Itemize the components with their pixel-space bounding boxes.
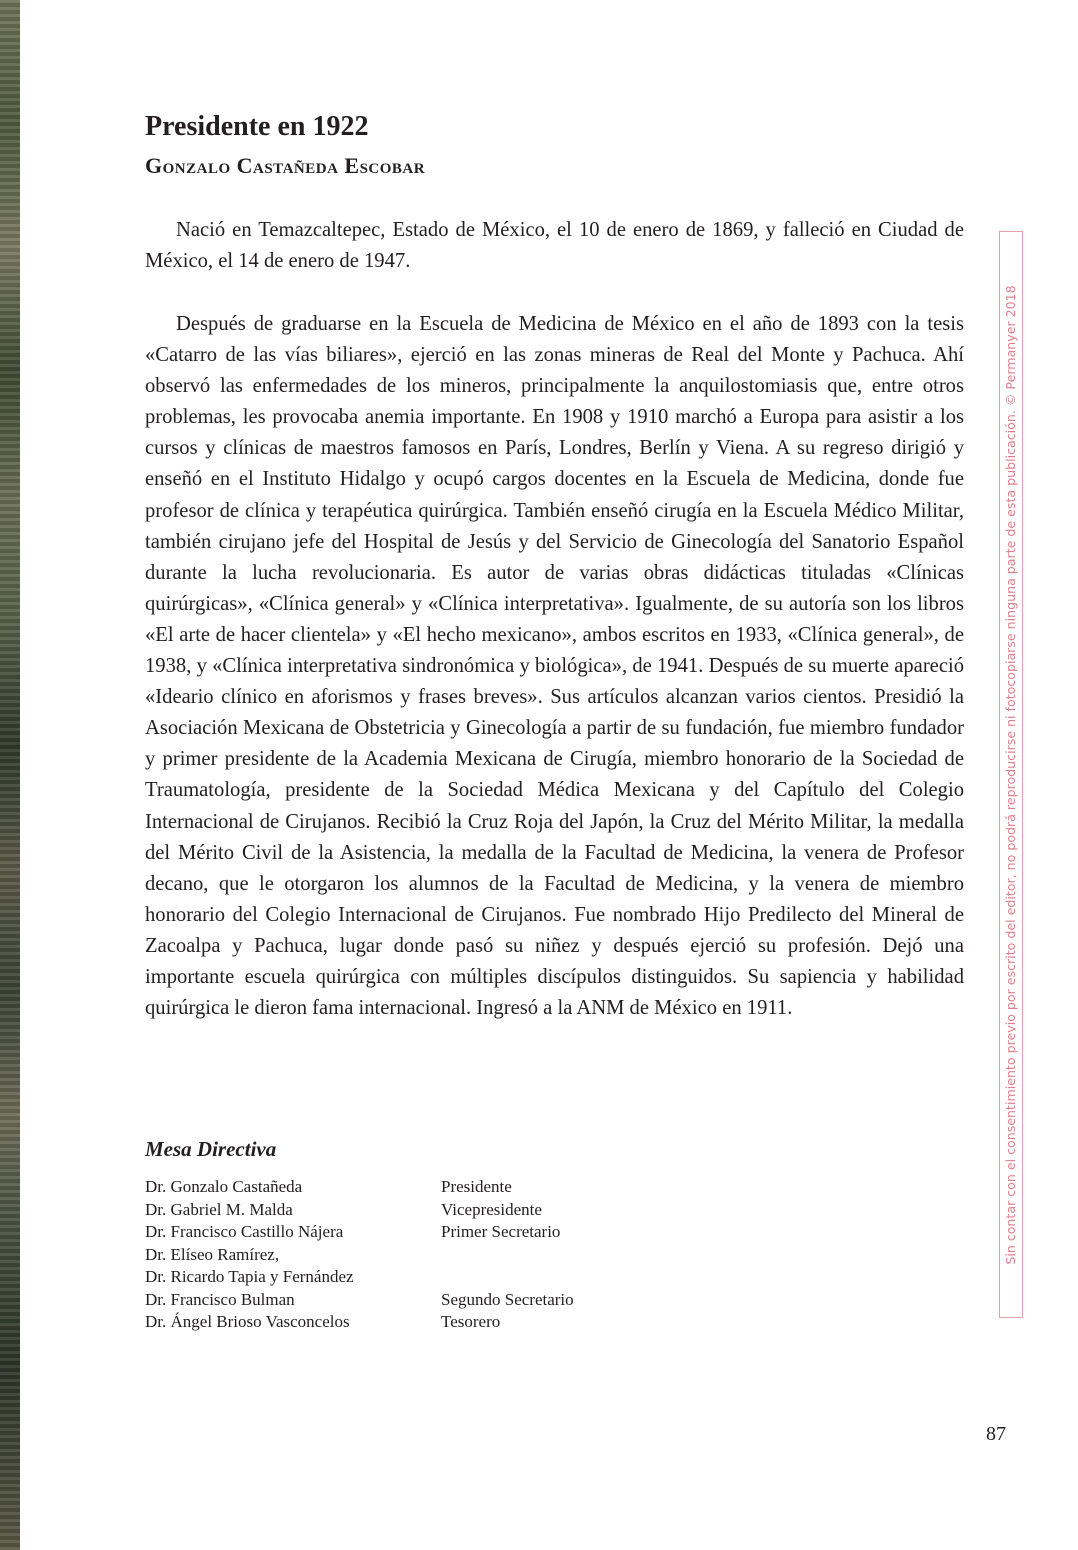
copyright-notice-text: Sin contar con el consentimiento previo por escrito del editor, no podrá reproducirse ni fotocopiarse ninguna parte de esta publicación. © Permanyer 2018 (1003, 284, 1018, 1265)
person-name-subtitle: Gonzalo Castañeda Escobar (145, 153, 426, 178)
board-member-name: Dr. Gonzalo Castañeda (145, 1177, 303, 1196)
biography-paragraph: Después de graduarse en la Escuela de Medicina de México en el año de 1893 con la tesis «Catarro de las vías biliares», ejerció en las zonas mineras de Real del Monte y Pachuca. Ahí observó las enfermedades de los mineros, principalmente la anquilostomiasis que, entre otros problemas, les provocaba anemia importante. En 1908 y 1910 marchó a Europa para asistir a los cursos y clínicas de maestros famosos en París, Londres, Berlín y Viena. A su regreso dirigió y enseñó en el Instituto Hidalgo y ocupó cargos docentes en la Escuela de Medicina, donde fue profesor de clínica y terapéutica quirúrgica. También enseñó cirugía en la Escuela Médico Militar, también cirujano jefe del Hospital de Jesús y del Servicio de Ginecología del Sanatorio Español durante la lucha revolucionaria. Es autor de varias obras didácticas tituladas «Clínicas quirúrgicas», «Clínica general» y «Clínica interpretativa». Igualmente, de su autoría son los libros «El arte de hacer clientela» y «El hecho mexicano», ambos escritos en 1933, «Clínica general», de 1938, y «Clínica interpretativa sindronómica y biológica», de 1941. Después de su muerte apareció «Ideario clínico en aforismos y frases breves». Sus artículos alcanzan varios cientos. Presidió la Asociación Mexicana de Obstetricia y Ginecología a partir de su fundación, fue miembro fundador y primer presidente de la Academia Mexicana de Cirugía, miembro honorario de la Sociedad de Traumatología, presidente de la Sociedad Médica Mexicana y del Capítulo del Colegio Internacional de Cirujanos. Recibió la Cruz Roja del Japón, la Cruz del Mérito Militar, la medalla del Mérito Civil de la Asistencia, la medalla de la Facultad de Medicina, la venera de Profesor decano, que le otorgaron los alumnos de la Facultad de Medicina, y la venera de miembro honorario del Colegio Internacional de Cirujanos. Fue nombrado Hijo Predilecto del Mineral de Zacoalpa y Pachuca, lugar donde pasó su niñez y después ejerció su profesión. Dejó una importante escuela quirúrgica con múltiples discípulos distinguidos. Su sapiencia y habilidad quirúrgica le dieron fama internacional. Ingresó a la ANM de México en 1911. (145, 313, 964, 1020)
page-edge-image-strip (0, 0, 20, 1550)
biography-paragraph: Nació en Temazcaltepec, Estado de México, el 10 de enero de 1869, y falleció en Ciudad de México, el 14 de enero de 1947. (145, 219, 964, 273)
page-number: 87 (986, 1423, 1006, 1445)
board-member-name: Dr. Ricardo Tapia y Fernández (145, 1267, 354, 1286)
board-member-name: Dr. Francisco Castillo Nájera (145, 1222, 344, 1241)
board-member-row (145, 1244, 574, 1267)
board-member-role: Presidente (441, 1177, 512, 1196)
board-member-row (145, 1199, 574, 1222)
board-member-row (145, 1176, 574, 1199)
board-member-name: Dr. Ángel Brioso Vasconcelos (145, 1312, 350, 1331)
board-heading: Mesa Directiva (145, 1137, 277, 1161)
board-member-role: Segundo Secretario (441, 1289, 574, 1309)
biography-paragraph-2-block (145, 309, 964, 1024)
board-member-role: Vicepresidente (441, 1199, 542, 1219)
board-member-name: Dr. Francisco Bulman (145, 1289, 295, 1309)
board-member-role: Tesorero (441, 1312, 501, 1331)
copyright-notice-box (999, 231, 1023, 1318)
board-member-row (145, 1289, 574, 1312)
board-member-role: Primer Secretario (441, 1222, 561, 1241)
board-members-list (145, 1176, 574, 1334)
board-member-name: Dr. Gabriel M. Malda (145, 1199, 293, 1219)
page-title: Presidente en 1922 (145, 111, 369, 142)
board-member-row (145, 1311, 574, 1334)
biography-paragraph-1-block (145, 215, 964, 277)
board-member-row (145, 1266, 574, 1289)
board-member-name: Dr. Elíseo Ramírez, (145, 1244, 280, 1264)
board-member-row (145, 1221, 574, 1244)
